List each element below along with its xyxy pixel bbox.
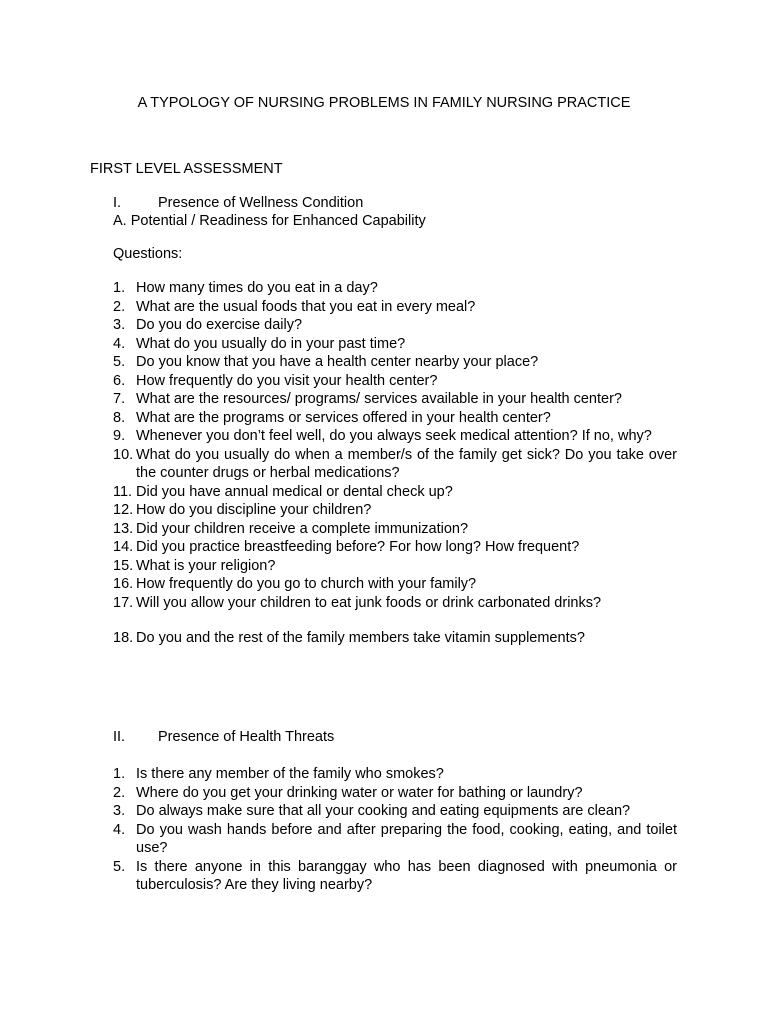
question-text: What is your religion? — [136, 557, 276, 574]
question-text: Do you do exercise daily? — [136, 317, 303, 333]
question-text: What are the usual foods that you eat in every meal? — [136, 298, 476, 315]
question-text: Is there anyone in this baranggay who has been diagnosed with pneumonia or tuberculosis? Are they living nearby? — [136, 858, 677, 893]
question-number: 11. — [113, 483, 133, 500]
question-text: Did you have annual medical or dental check up? — [136, 483, 453, 500]
question-item — [113, 538, 677, 557]
section-2-numeral: II. — [113, 729, 126, 745]
question-item — [113, 372, 677, 391]
question-item — [113, 575, 677, 594]
question-number: 5. — [113, 858, 126, 875]
question-number: 1. — [113, 280, 126, 296]
section-1-heading-line — [113, 194, 363, 213]
question-number: 12. — [113, 502, 134, 518]
question-item — [113, 821, 677, 858]
question-item — [113, 409, 677, 428]
question-number: 9. — [113, 428, 126, 444]
question-number: 14. — [113, 539, 134, 555]
question-text: What do you usually do in your past time? — [136, 335, 406, 352]
question-item — [113, 802, 677, 821]
question-text: Did you practice breastfeeding before? For how long? How frequent? — [136, 539, 580, 555]
question-number: 1. — [113, 766, 126, 782]
question-item — [113, 335, 677, 354]
question-text: How do you discipline your children? — [136, 502, 372, 518]
question-number: 4. — [113, 821, 126, 838]
question-item — [113, 353, 677, 372]
section-2-heading: Presence of Health Threats — [158, 729, 335, 745]
question-item — [113, 316, 677, 335]
question-text: Do you and the rest of the family members take vitamin supplements? — [136, 630, 585, 646]
question-number: 15. — [113, 557, 134, 574]
question-item — [113, 594, 677, 613]
question-item — [113, 427, 677, 446]
question-item — [113, 784, 677, 803]
question-text: Where do you get your drinking water or water for bathing or laundry? — [136, 784, 583, 801]
section-2-heading-line — [113, 728, 334, 747]
questions-label: Questions: — [113, 246, 183, 262]
section-1-numeral: I. — [113, 195, 122, 211]
question-item — [113, 858, 677, 895]
document-title: A TYPOLOGY OF NURSING PROBLEMS IN FAMILY NURSING PRACTICE — [137, 95, 631, 111]
question-number: 17. — [113, 594, 134, 611]
question-number: 2. — [113, 784, 126, 801]
question-item — [113, 520, 677, 539]
question-text: Did your children receive a complete immunization? — [136, 520, 469, 537]
question-text: What are the programs or services offered in your health center? — [136, 409, 551, 426]
question-text: How frequently do you visit your health center? — [136, 372, 438, 389]
question-number: 8. — [113, 409, 126, 426]
question-item — [113, 279, 677, 298]
question-item — [113, 298, 677, 317]
question-number: 2. — [113, 298, 126, 315]
question-text: Do always make sure that all your cooking and eating equipments are clean? — [136, 803, 631, 819]
question-number: 5. — [113, 354, 126, 370]
question-item — [113, 765, 677, 784]
question-item — [113, 501, 677, 520]
question-number: 3. — [113, 803, 126, 819]
question-number: 6. — [113, 372, 126, 389]
question-text: How frequently do you go to church with your family? — [136, 576, 477, 592]
question-item — [113, 557, 677, 576]
question-text: How many times do you eat in a day? — [136, 280, 378, 296]
question-text: Whenever you don’t feel well, do you always seek medical attention? If no, why? — [136, 428, 652, 444]
question-text: What are the resources/ programs/ services available in your health center? — [136, 391, 622, 407]
question-item — [113, 629, 677, 648]
question-item — [113, 390, 677, 409]
question-item — [113, 483, 677, 502]
question-text: Will you allow your children to eat junk foods or drink carbonated drinks? — [136, 594, 602, 611]
question-number: 3. — [113, 317, 126, 333]
question-number: 7. — [113, 391, 126, 407]
subheading-marker: A. — [113, 213, 127, 229]
question-number: 13. — [113, 520, 134, 537]
question-number: 16. — [113, 576, 134, 592]
question-text: Do you know that you have a health center nearby your place? — [136, 354, 539, 370]
question-item — [113, 446, 677, 483]
question-text: Do you wash hands before and after preparing the food, cooking, eating, and toilet use? — [136, 821, 677, 856]
question-text: What do you usually do when a member/s of the family get sick? Do you take over the counter drugs or herbal medications? — [136, 446, 677, 481]
section-1-question-list — [113, 279, 677, 648]
section-1-subheading-line — [113, 212, 426, 231]
question-number: 4. — [113, 335, 126, 352]
question-text: Is there any member of the family who smokes? — [136, 766, 444, 782]
section-1-heading: Presence of Wellness Condition — [158, 195, 364, 211]
question-number: 10. — [113, 446, 134, 463]
question-number: 18. — [113, 630, 134, 646]
subheading-text: Potential / Readiness for Enhanced Capability — [130, 213, 426, 229]
level-heading: FIRST LEVEL ASSESSMENT — [90, 161, 283, 177]
section-2-question-list — [113, 765, 677, 895]
